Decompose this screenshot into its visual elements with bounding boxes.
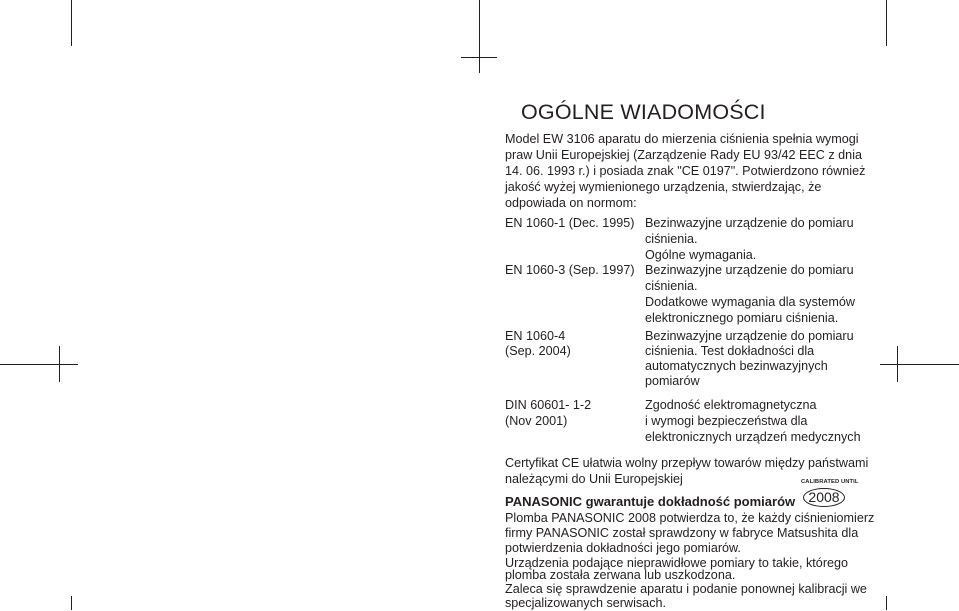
standard-description: ciśnienia.: [645, 279, 698, 293]
guarantee-line: firmy PANASONIC został sprawdzony w fabryce Matsushita dla: [505, 526, 859, 540]
standard-description: elektronicznego pomiaru ciśnienia.: [645, 311, 839, 325]
standard-description: elektronicznych urządzeń medycznych: [645, 430, 861, 444]
crop-mark: [461, 57, 497, 58]
crop-mark: [59, 346, 60, 382]
standard-code: (Sep. 2004): [505, 344, 571, 358]
calibration-seal-year: 2008: [803, 488, 845, 507]
calibration-seal-caption: CALIBRATED UNTIL: [801, 479, 859, 485]
guarantee-line: plomba została zerwana lub uszkodzona.: [505, 568, 736, 582]
standard-description: Ogólne wymagania.: [645, 248, 757, 262]
ce-note-line: Certyfikat CE ułatwia wolny przepływ towarów między państwami: [505, 456, 869, 470]
guarantee-line: Zaleca się sprawdzenie aparatu i podanie ponownej kalibracji we: [505, 582, 867, 596]
crop-mark: [886, 596, 887, 610]
standard-description: Bezinwazyjne urządzenie do pomiaru: [645, 216, 854, 230]
crop-mark: [897, 346, 898, 382]
guarantee-heading: PANASONIC gwarantuje dokładność pomiarów: [505, 494, 796, 509]
crop-mark: [0, 364, 78, 365]
guarantee-line: specjalizowanych serwisach.: [505, 596, 666, 610]
crop-mark: [479, 0, 480, 73]
guarantee-line: Urządzenia podające nieprawidłowe pomiary to takie, którego: [505, 556, 849, 570]
standard-code: EN 1060-3 (Sep. 1997): [505, 263, 635, 277]
standard-code: EN 1060-1 (Dec. 1995): [505, 216, 635, 230]
intro-line: jakość wyżej wymienionego urządzenia, stwierdzając, że: [505, 180, 822, 194]
guarantee-line: potwierdzenia dokładności jego pomiarów.: [505, 541, 741, 555]
guarantee-line: Plomba PANASONIC 2008 potwierdza to, że każdy ciśnieniomierz: [505, 511, 875, 525]
intro-line: praw Unii Europejskiej (Zarządzenie Rady EU 93/42 EEC z dnia: [505, 148, 862, 162]
crop-mark: [880, 364, 959, 365]
standard-code: DIN 60601- 1-2: [505, 398, 592, 412]
standard-code: EN 1060-4: [505, 329, 566, 343]
standard-description: ciśnienia. Test dokładności dla: [645, 344, 815, 358]
page-title: OGÓLNE WIADOMOŚCI: [521, 100, 766, 124]
standard-description: Bezinwazyjne urządzenie do pomiaru: [645, 263, 854, 277]
standard-description: Bezinwazyjne urządzenie do pomiaru: [645, 329, 854, 343]
intro-line: Model EW 3106 aparatu do mierzenia ciśnienia spełnia wymogi: [505, 132, 859, 146]
crop-mark: [71, 596, 72, 610]
standard-description: Dodatkowe wymagania dla systemów: [645, 295, 855, 309]
standard-description: i wymogi bezpieczeństwa dla: [645, 414, 808, 428]
standard-code: (Nov 2001): [505, 414, 568, 428]
intro-line: 14. 06. 1993 r.) i posiada znak "CE 0197". Potwierdzono również: [505, 164, 866, 178]
standard-description: Zgodność elektromagnetyczna: [645, 398, 817, 412]
crop-mark: [71, 0, 72, 46]
standard-description: pomiarów: [645, 374, 700, 388]
ce-note-line: należącymi do Unii Europejskiej: [505, 472, 683, 486]
intro-line: odpowiada on normom:: [505, 196, 637, 210]
crop-mark: [886, 0, 887, 46]
standard-description: ciśnienia.: [645, 232, 698, 246]
calibration-seal: [801, 479, 859, 509]
standard-description: automatycznych bezinwazyjnych: [645, 359, 828, 373]
